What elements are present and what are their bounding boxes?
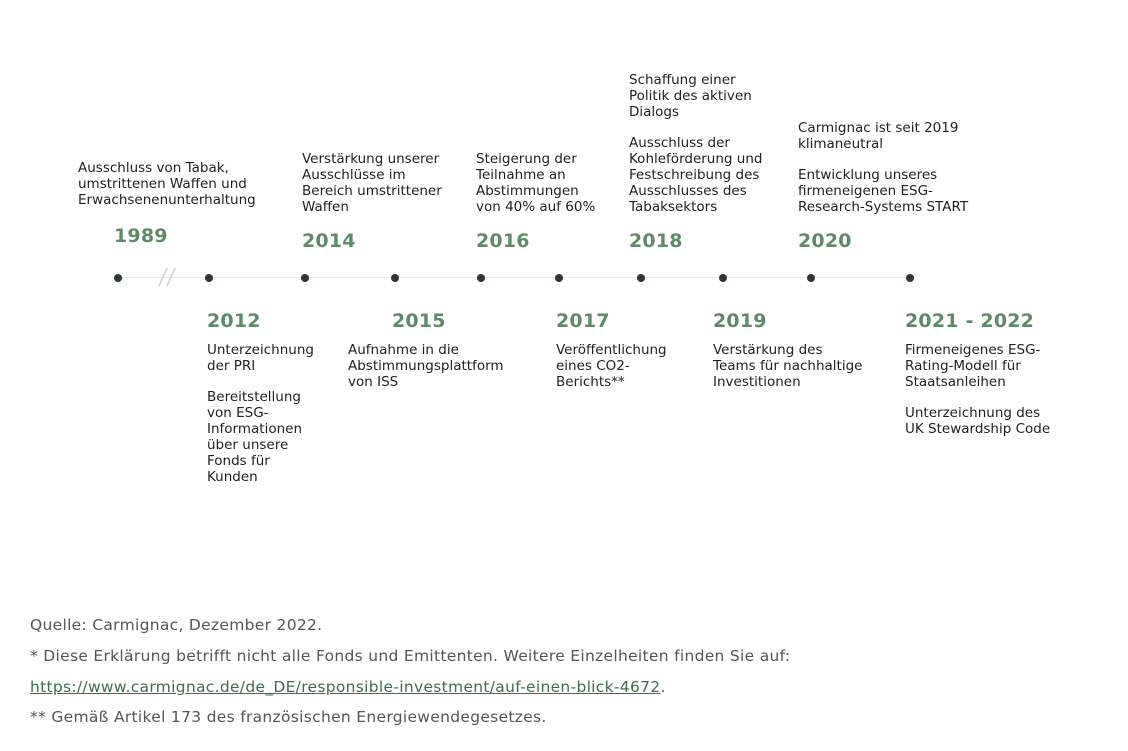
year-label-2012: 2012: [207, 310, 261, 332]
milestone-paragraph: Steigerung der Teilnahme an Abstimmungen von 40% auf 60%: [476, 151, 596, 215]
milestone-text-2015: [348, 342, 504, 405]
timeline-dot-2015: [391, 274, 399, 282]
source-note: Quelle: Carmignac, Dezember 2022.: [30, 616, 323, 634]
milestone-paragraph: Firmeneigenes ESG- Rating-Modell für Staatsanleihen: [905, 342, 1041, 390]
timeline-dot-2020: [807, 274, 815, 282]
milestone-paragraph: Bereitstellung von ESG- Informationen über unsere Fonds für Kunden: [207, 389, 303, 485]
milestone-paragraph: Aufnahme in die Abstimmungsplattform von ISS: [348, 342, 504, 390]
link-line: [30, 678, 666, 696]
timeline-dot-2018: [637, 274, 645, 282]
milestone-paragraph: Unterzeichnung des UK Stewardship Code: [905, 405, 1051, 437]
link-suffix: .: [660, 678, 666, 696]
year-label-2014: 2014: [302, 230, 356, 252]
disclaimer-note: * Diese Erklärung betrifft nicht alle Fonds und Emittenten. Weitere Einzelheiten finden Sie auf:: [30, 647, 791, 665]
milestone-text-2014: [302, 151, 442, 230]
axis-break-icon: [156, 266, 182, 288]
milestone-text-2017: [556, 342, 667, 405]
milestone-text-2021-2022: [905, 342, 1050, 452]
timeline-dot-2021-2022: [906, 274, 914, 282]
timeline-dot-2017: [555, 274, 563, 282]
milestone-paragraph: Ausschluss der Kohleförderung und Festschreibung des Ausschlusses des Tabaksektors: [629, 135, 763, 215]
milestone-text-2012: [207, 342, 314, 500]
milestone-text-2020: [798, 120, 968, 230]
milestone-text-1989: [78, 160, 256, 223]
milestone-text-2016: [476, 151, 595, 230]
year-label-2017: 2017: [556, 310, 610, 332]
timeline-axis: [118, 277, 910, 278]
law-footnote: ** Gemäß Artikel 173 des französischen Energiewendegesetzes.: [30, 708, 547, 726]
milestone-paragraph: Ausschluss von Tabak, umstrittenen Waffen und Erwachsenenunterhaltung: [78, 160, 256, 208]
year-label-2015: 2015: [392, 310, 446, 332]
milestone-paragraph: Verstärkung des Teams für nachhaltige Investitionen: [713, 342, 863, 390]
year-label-2021-2022: 2021 - 2022: [905, 310, 1035, 332]
milestone-paragraph: Veröffentlichung eines CO2- Berichts**: [556, 342, 667, 390]
milestone-paragraph: Verstärkung unserer Ausschlüsse im Bereich umstrittener Waffen: [302, 151, 442, 215]
milestone-paragraph: Entwicklung unseres firmeneigenen ESG- Research-Systems START: [798, 167, 969, 215]
timeline-dot-1989: [114, 274, 122, 282]
milestone-paragraph: Carmignac ist seit 2019 klimaneutral: [798, 120, 959, 152]
milestone-paragraph: Schaffung einer Politik des aktiven Dialogs: [629, 72, 752, 120]
year-label-2016: 2016: [476, 230, 530, 252]
year-label-2020: 2020: [798, 230, 852, 252]
timeline-dot-2012: [205, 274, 213, 282]
timeline-dot-2016: [477, 274, 485, 282]
year-label-1989: 1989: [114, 225, 168, 247]
timeline-dot-2019: [719, 274, 727, 282]
milestone-paragraph: Unterzeichnung der PRI: [207, 342, 314, 374]
milestone-text-2019: [713, 342, 862, 405]
responsible-investment-link[interactable]: https://www.carmignac.de/de_DE/responsible-investment/auf-einen-blick-4672: [30, 678, 661, 696]
year-label-2018: 2018: [629, 230, 683, 252]
milestone-text-2018: [629, 72, 762, 230]
year-label-2019: 2019: [713, 310, 767, 332]
timeline-dot-2014: [301, 274, 309, 282]
